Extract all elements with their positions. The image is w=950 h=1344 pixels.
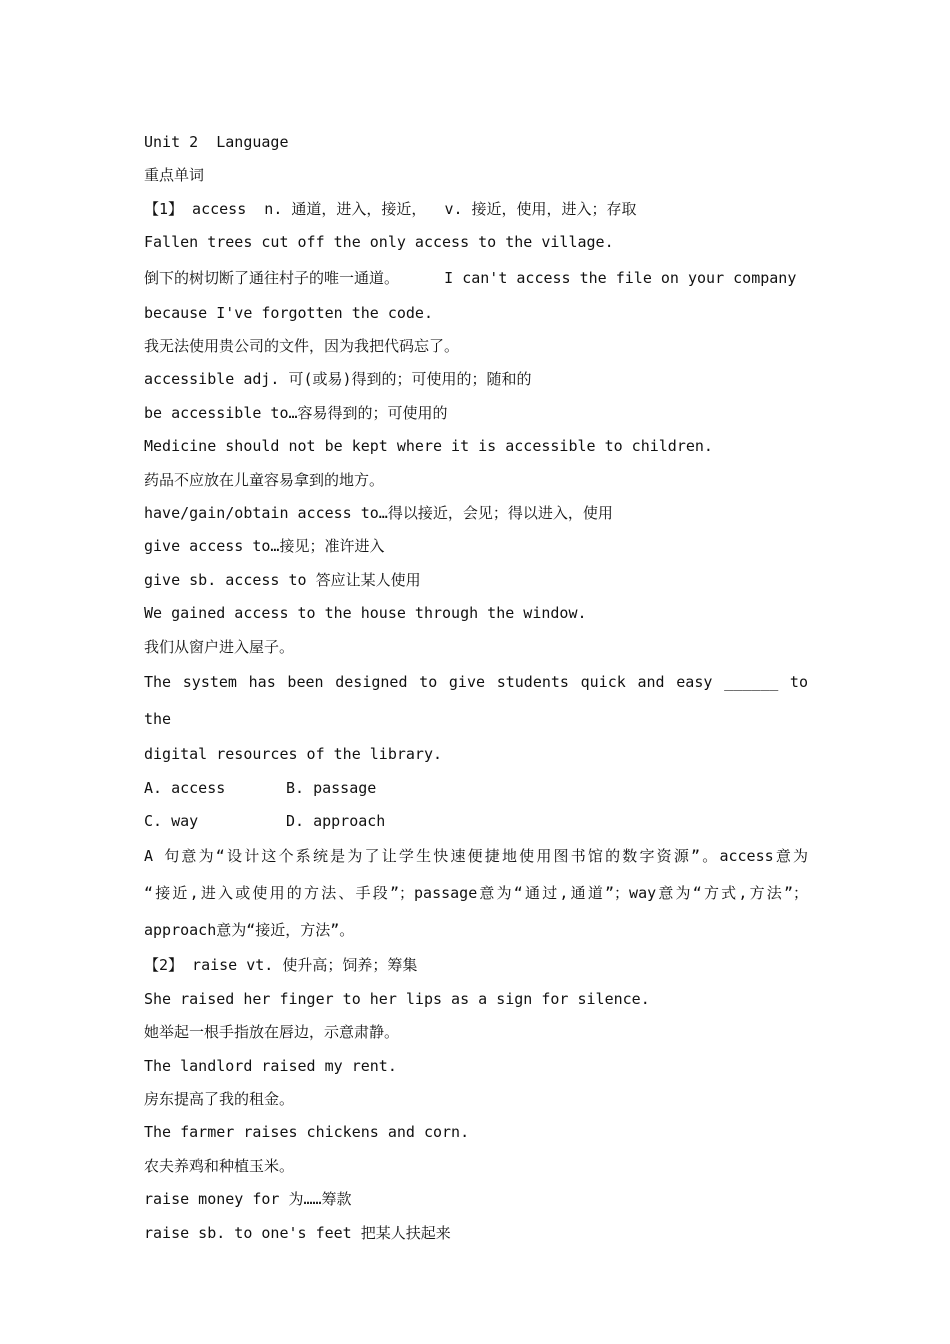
quiz-answer: “接近,进入或使用的方法、手段”；passage意为“通过,通道”；way意为“方式,方法”； bbox=[144, 884, 808, 903]
quiz-question: The system has been designed to give students quick and easy ______ to the bbox=[144, 673, 808, 729]
example-translation: 她举起一根手指放在唇边，示意肃静。 bbox=[144, 1023, 400, 1042]
entry-access-head: 【1】 access n. 通道，进入，接近， v. 接近，使用，进入；存取 bbox=[144, 199, 637, 218]
example-sentence: The landlord raised my rent. bbox=[144, 1056, 397, 1075]
example-translation: 我无法使用贵公司的文件，因为我把代码忘了。 bbox=[144, 337, 460, 356]
example-sentence: She raised her finger to her lips as a sign for silence. bbox=[144, 989, 650, 1008]
quiz-question-cont: digital resources of the library. bbox=[144, 745, 443, 764]
phrase: give access to…接见；准许进入 bbox=[144, 537, 385, 556]
quiz-options-row bbox=[144, 805, 808, 838]
phrase: be accessible to…容易得到的；可使用的 bbox=[144, 403, 448, 422]
example-translation: 农夫养鸡和种植玉米。 bbox=[144, 1156, 295, 1175]
phrase: have/gain/obtain access to…得以接近，会见；得以进入，使用 bbox=[144, 504, 613, 523]
quiz-answer: approach意为“接近，方法”。 bbox=[144, 921, 355, 940]
quiz-option-d: D. approach bbox=[286, 811, 386, 830]
section-heading: 重点单词 bbox=[144, 166, 205, 185]
example-translation: 药品不应放在儿童容易拿到的地方。 bbox=[144, 470, 385, 489]
example-sentence: We gained access to the house through the window. bbox=[144, 604, 587, 623]
quiz-answer: A 句意为“设计这个系统是为了让学生快速便捷地使用图书馆的数字资源”。access意为 bbox=[144, 847, 808, 866]
phrase: raise sb. to one's feet 把某人扶起来 bbox=[144, 1223, 451, 1242]
example-sentence: The farmer raises chickens and corn. bbox=[144, 1123, 470, 1142]
example-sentence: Medicine should not be kept where it is accessible to children. bbox=[144, 437, 713, 456]
example-sentence: because I've forgotten the code. bbox=[144, 303, 433, 322]
unit-title: Unit 2 Language bbox=[144, 133, 289, 151]
quiz-option-b: B. passage bbox=[286, 778, 377, 797]
entry-raise-head: 【2】 raise vt. 使升高；饲养；筹集 bbox=[144, 956, 418, 975]
quiz-option-c: C. way bbox=[144, 811, 199, 830]
derived-word: accessible adj. 可(或易)得到的；可使用的；随和的 bbox=[144, 370, 532, 389]
phrase: give sb. access to 答应让某人使用 bbox=[144, 570, 421, 589]
example-translation: 我们从窗户进入屋子。 bbox=[144, 637, 295, 656]
example-sentence: Fallen trees cut off the only access to the village. bbox=[144, 233, 614, 252]
example-translation: 房东提高了我的租金。 bbox=[144, 1089, 295, 1108]
quiz-options-row bbox=[144, 772, 808, 805]
example-sentence: 倒下的树切断了通往村子的唯一通道。 I can't access the file on your company bbox=[144, 268, 797, 287]
phrase: raise money for 为……筹款 bbox=[144, 1190, 352, 1209]
document-body bbox=[144, 126, 808, 1250]
quiz-option-a: A. access bbox=[144, 778, 226, 797]
